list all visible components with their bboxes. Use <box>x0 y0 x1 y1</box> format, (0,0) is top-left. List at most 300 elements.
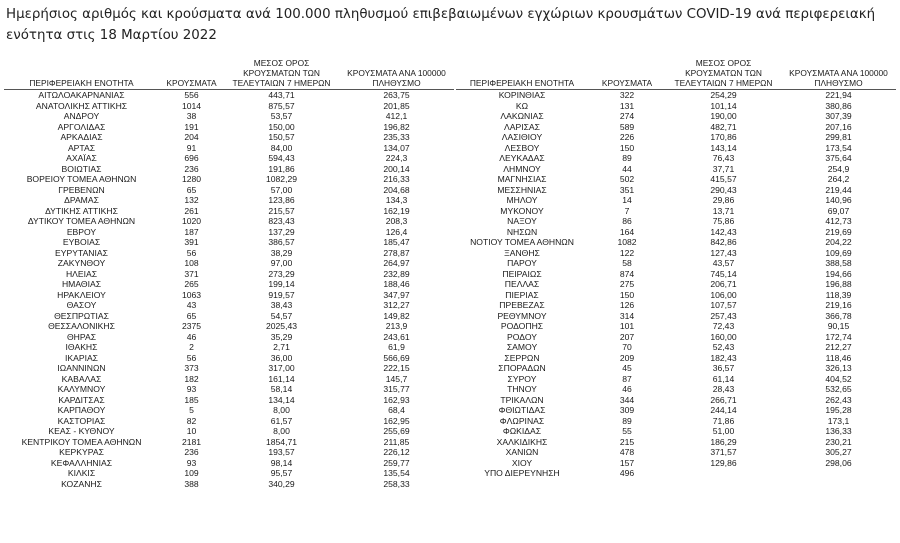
cases-per-100k-cell: 200,14 <box>383 163 410 174</box>
cases-cell: 391 <box>184 237 199 247</box>
cases-per-100k-cell: 262,43 <box>825 394 852 405</box>
cases-per-100k-cell <box>781 468 896 479</box>
region-name-cell: ΡΟΔΟΠΗΣ <box>500 321 544 331</box>
cases-cell: 157 <box>619 457 635 468</box>
cases-per-100k-cell: 134,3 <box>385 195 408 205</box>
cases-cell: 58 <box>622 258 632 268</box>
cases-per-100k-cell: 69,07 <box>827 205 850 216</box>
cases-per-100k-cell: 230,21 <box>825 436 852 447</box>
cases-per-100k-cell: 221,94 <box>825 90 852 100</box>
table-row <box>4 363 454 374</box>
cases-cell: 182 <box>184 373 199 384</box>
seven-day-average-cell: 1854,71 <box>265 436 298 447</box>
table-row <box>456 90 896 101</box>
table-row <box>456 185 896 196</box>
region-name-cell: ΠΕΙΡΑΙΩΣ <box>502 268 542 279</box>
seven-day-average-cell: 61,57 <box>270 415 293 426</box>
seven-day-average-cell: 97,00 <box>270 258 293 268</box>
cases-cell: 236 <box>184 447 199 457</box>
region-name-cell: ΑΡΚΑΔΙΑΣ <box>60 132 103 142</box>
cases-cell: 109 <box>184 468 199 478</box>
region-name-cell: ΞΑΝΘΗΣ <box>504 247 540 258</box>
region-name-cell: ΔΥΤΙΚΗΣ ΑΤΤΙΚΗΣ <box>45 205 118 216</box>
seven-day-average-cell: 160,00 <box>710 331 737 342</box>
cases-cell: 38 <box>186 111 197 121</box>
table-row <box>456 132 896 143</box>
cases-cell: 108 <box>184 258 199 268</box>
cases-cell: 187 <box>184 226 199 237</box>
seven-day-average-cell: 95,57 <box>270 468 293 478</box>
table-row <box>4 164 454 175</box>
cases-per-100k-cell: 162,19 <box>383 205 410 216</box>
table-row <box>456 206 896 217</box>
cases-per-100k-cell: 380,86 <box>825 100 852 111</box>
cases-per-100k-cell: 208,3 <box>385 216 408 226</box>
seven-day-average-cell: 143,14 <box>710 142 737 153</box>
cases-per-100k-cell: 305,27 <box>825 447 852 457</box>
cases-per-100k-cell: 222,15 <box>383 363 410 373</box>
cases-per-100k-cell: 366,78 <box>825 310 852 321</box>
seven-day-average-cell: 823,43 <box>268 216 295 226</box>
seven-day-average-cell: 54,57 <box>270 310 293 321</box>
seven-day-average-cell: 43,57 <box>712 258 735 268</box>
region-name-cell: ΚΟΡΙΝΘΙΑΣ <box>498 90 546 100</box>
cases-cell: 46 <box>186 331 197 342</box>
table-row <box>456 300 896 311</box>
cases-per-100k-cell: 566,69 <box>383 352 410 363</box>
region-name-cell: ΦΛΩΡΙΝΑΣ <box>499 415 545 426</box>
cases-per-100k-cell: 326,13 <box>825 363 852 373</box>
cases-cell: 373 <box>184 363 199 373</box>
seven-day-average-cell: 482,71 <box>710 121 737 132</box>
cases-cell: 344 <box>619 394 635 405</box>
cases-cell: 86 <box>622 216 632 226</box>
cases-cell: 502 <box>619 174 635 184</box>
table-row <box>456 384 896 395</box>
cases-cell: 589 <box>619 121 635 132</box>
table-row <box>4 479 454 490</box>
table-row <box>456 458 896 469</box>
cases-cell: 226 <box>619 132 635 142</box>
region-name-cell: ΚΕΝΤΡΙΚΟΥ ΤΟΜΕΑ ΑΘΗΝΩΝ <box>21 436 142 447</box>
cases-per-100k-cell: 90,15 <box>827 321 850 331</box>
table-row <box>4 416 454 427</box>
table-row <box>4 426 454 437</box>
cases-cell: 56 <box>186 247 197 258</box>
seven-day-average-cell: 193,57 <box>268 447 295 457</box>
seven-day-average-cell: 2,71 <box>273 342 290 352</box>
region-name-cell: ΡΕΘΥΜΝΟΥ <box>497 310 547 321</box>
region-name-cell: ΔΡΑΜΑΣ <box>64 195 99 205</box>
table-row <box>456 311 896 322</box>
region-name-cell: ΕΥΡΥΤΑΝΙΑΣ <box>55 247 108 258</box>
cases-cell: 215 <box>619 436 635 447</box>
table-row <box>4 195 454 206</box>
table-row <box>456 269 896 280</box>
cases-cell: 236 <box>184 163 199 174</box>
cases-per-100k-cell: 412,1 <box>385 111 408 121</box>
cases-per-100k-cell: 145,7 <box>385 373 408 384</box>
seven-day-average-cell: 84,00 <box>270 142 293 153</box>
region-name-cell: ΑΧΑΪΑΣ <box>66 153 97 163</box>
table-row <box>456 101 896 112</box>
cases-per-100k-cell: 264,97 <box>383 258 410 268</box>
region-name-cell: ΚΩ <box>515 100 529 111</box>
seven-day-average-cell: 186,29 <box>710 436 737 447</box>
seven-day-average-cell: 215,57 <box>268 205 295 216</box>
seven-day-average-cell: 254,29 <box>710 90 737 100</box>
table-row <box>4 395 454 406</box>
table-row <box>456 248 896 259</box>
table-row <box>456 153 896 164</box>
seven-day-average-cell: 443,71 <box>268 90 295 100</box>
seven-day-average-cell: 290,43 <box>710 184 737 195</box>
cases-table-left <box>4 58 454 489</box>
region-name-cell: ΘΗΡΑΣ <box>66 331 97 342</box>
cases-per-100k-cell: 196,88 <box>825 279 852 289</box>
cases-per-100k-cell: 118,46 <box>825 352 852 363</box>
seven-day-average-cell: 340,29 <box>268 478 295 489</box>
table-row <box>456 405 896 416</box>
seven-day-average-cell: 371,57 <box>710 447 737 457</box>
cases-per-100k-cell: 263,75 <box>383 90 410 100</box>
cases-per-100k-cell: 118,39 <box>825 289 852 300</box>
cases-cell: 478 <box>619 447 635 457</box>
cases-per-100k-cell: 134,07 <box>383 142 410 153</box>
cases-per-100k-cell: 243,61 <box>383 331 410 342</box>
cases-cell: 14 <box>622 195 632 205</box>
cases-per-100k-cell: 136,33 <box>825 426 852 436</box>
cases-cell: 1063 <box>181 289 202 300</box>
cases-cell: 82 <box>186 415 197 426</box>
table-header-row <box>4 58 454 90</box>
cases-cell: 45 <box>622 363 632 373</box>
cases-per-100k-cell: 347,97 <box>383 289 410 300</box>
cases-cell: 131 <box>619 100 635 111</box>
cases-cell: 150 <box>619 289 635 300</box>
seven-day-average-cell: 137,29 <box>268 226 295 237</box>
region-name-cell: ΚΑΛΥΜΝΟΥ <box>57 384 106 394</box>
cases-per-100k-cell: 204,22 <box>825 237 852 247</box>
table-row <box>4 153 454 164</box>
region-name-cell: ΕΒΡΟΥ <box>66 226 97 237</box>
table-row <box>4 132 454 143</box>
cases-cell: 388 <box>184 478 199 489</box>
table-row <box>4 437 454 448</box>
cases-per-100k-cell: 173,1 <box>827 415 850 426</box>
table-row <box>456 279 896 290</box>
seven-day-average-cell: 415,57 <box>710 174 737 184</box>
region-name-cell: ΜΕΣΣΗΝΙΑΣ <box>497 184 547 195</box>
cases-per-100k-cell: 532,65 <box>825 384 852 394</box>
seven-day-average-cell: 129,86 <box>710 457 737 468</box>
seven-day-average-cell: 38,29 <box>270 247 293 258</box>
cases-per-100k-cell: 172,74 <box>825 331 852 342</box>
cases-cell: 275 <box>619 279 635 289</box>
table-row <box>456 342 896 353</box>
table-row <box>4 206 454 217</box>
cases-cell: 10 <box>186 426 197 436</box>
seven-day-average-cell: 58,14 <box>270 384 293 394</box>
seven-day-average-cell: 53,57 <box>270 111 293 121</box>
cases-per-100k-cell: 135,54 <box>383 468 410 478</box>
region-name-cell: ΤΗΝΟΥ <box>507 384 537 394</box>
seven-day-average-cell <box>666 468 781 479</box>
table-row <box>4 122 454 133</box>
table-row <box>456 447 896 458</box>
table-row <box>4 468 454 479</box>
region-name-cell: ΚΕΑΣ - ΚΥΘΝΟΥ <box>48 426 115 436</box>
cases-cell: 314 <box>619 310 635 321</box>
seven-day-average-cell: 127,43 <box>710 247 737 258</box>
seven-day-average-cell: 106,00 <box>710 289 737 300</box>
region-name-cell: ΘΑΣΟΥ <box>66 300 97 310</box>
cases-cell: 132 <box>184 195 199 205</box>
seven-day-average-cell: 190,00 <box>710 111 737 121</box>
region-name-cell: ΛΑΣΙΘΙΟΥ <box>501 132 543 142</box>
seven-day-average-cell: 13,71 <box>712 205 735 216</box>
seven-day-average-cell: 170,86 <box>710 132 737 142</box>
cases-per-100k-cell: 213,9 <box>385 321 408 331</box>
cases-per-100k-cell: 412,73 <box>825 216 852 226</box>
cases-cell: 2181 <box>181 436 202 447</box>
cases-per-100k-cell: 224,3 <box>385 153 408 163</box>
cases-cell: 204 <box>184 132 199 142</box>
seven-day-average-cell: 257,43 <box>710 310 737 321</box>
cases-cell: 556 <box>184 90 199 100</box>
table-header-row <box>456 58 896 90</box>
cases-cell: 93 <box>186 457 197 468</box>
cases-cell: 1014 <box>181 100 202 111</box>
table-row <box>4 90 454 101</box>
region-name-cell: ΙΚΑΡΙΑΣ <box>64 352 98 363</box>
table-row <box>456 122 896 133</box>
cases-cell: 1020 <box>181 216 202 226</box>
seven-day-average-cell: 101,14 <box>710 100 737 111</box>
cases-cell: 265 <box>184 279 199 289</box>
seven-day-average-cell: 123,86 <box>268 195 295 205</box>
seven-day-average-cell: 75,86 <box>712 216 735 226</box>
cases-per-100k-cell: 173,54 <box>825 142 852 153</box>
cases-cell: 164 <box>619 226 635 237</box>
cases-cell: 5 <box>189 405 194 415</box>
region-name-cell: ΣΕΡΡΩΝ <box>504 352 540 363</box>
region-name-cell: ΛΑΚΩΝΙΑΣ <box>500 111 544 121</box>
region-name-cell: ΣΠΟΡΑΔΩΝ <box>498 363 546 373</box>
table-row <box>4 237 454 248</box>
column-header-cases-per-100k: ΚΡΟΥΣΜΑΤΑ ΑΝΑ 100000 ΠΛΗΘΥΣΜΟ <box>781 58 896 90</box>
column-header-cases-per-100k: ΚΡΟΥΣΜΑΤΑ ΑΝΑ 100000 ΠΛΗΘΥΣΜΟ <box>339 58 454 90</box>
cases-per-100k-cell: 61,9 <box>388 342 405 352</box>
seven-day-average-cell: 36,57 <box>712 363 735 373</box>
cases-cell: 87 <box>622 373 632 384</box>
table-row <box>4 258 454 269</box>
seven-day-average-cell: 36,00 <box>270 352 293 363</box>
region-name-cell: ΥΠΟ ΔΙΕΡΕΥΝΗΣΗ <box>484 468 560 478</box>
cases-per-100k-cell: 204,68 <box>383 184 410 195</box>
cases-cell: 89 <box>622 153 632 163</box>
region-name-cell: ΚΑΒΑΛΑΣ <box>61 373 102 384</box>
seven-day-average-cell: 38,43 <box>270 300 293 310</box>
cases-per-100k-cell: 219,69 <box>825 226 852 237</box>
cases-per-100k-cell: 307,39 <box>825 111 852 121</box>
cases-per-100k-cell: 196,82 <box>383 121 410 132</box>
cases-per-100k-cell: 235,33 <box>383 132 410 142</box>
region-name-cell: ΚΑΣΤΟΡΙΑΣ <box>57 415 106 426</box>
cases-cell: 209 <box>619 352 635 363</box>
cases-cell: 874 <box>619 268 635 279</box>
table-row <box>456 216 896 227</box>
seven-day-average-cell: 842,86 <box>710 237 737 247</box>
table-row <box>456 426 896 437</box>
cases-per-100k-cell: 264,2 <box>827 174 850 184</box>
table-row <box>4 101 454 112</box>
seven-day-average-cell: 28,43 <box>712 384 735 394</box>
region-name-cell: ΠΕΛΛΑΣ <box>504 279 540 289</box>
table-row <box>456 290 896 301</box>
seven-day-average-cell: 745,14 <box>710 268 737 279</box>
cases-per-100k-cell: 255,69 <box>383 426 410 436</box>
table-row <box>4 227 454 238</box>
column-header-region: ΠΕΡΙΦΕΡΕΙΑΚΗ ΕΝΟΤΗΤΑ <box>4 58 159 90</box>
table-row <box>4 311 454 322</box>
region-name-cell: ΦΘΙΩΤΙΔΑΣ <box>498 405 546 415</box>
table-row <box>456 237 896 248</box>
table-row <box>456 416 896 427</box>
table-row <box>4 447 454 458</box>
seven-day-average-cell: 134,14 <box>268 394 295 405</box>
region-name-cell: ΑΡΤΑΣ <box>67 142 96 153</box>
cases-per-100k-cell: 232,89 <box>383 268 410 279</box>
column-header-region: ΠΕΡΙΦΕΡΕΙΑΚΗ ΕΝΟΤΗΤΑ <box>456 58 588 90</box>
cases-per-100k-cell: 299,81 <box>825 132 852 142</box>
cases-per-100k-cell: 188,46 <box>383 279 410 289</box>
seven-day-average-cell: 35,29 <box>270 331 293 342</box>
seven-day-average-cell: 199,14 <box>268 279 295 289</box>
region-name-cell: ΓΡΕΒΕΝΩΝ <box>58 184 105 195</box>
cases-cell: 351 <box>619 184 635 195</box>
cases-cell: 2375 <box>181 321 202 331</box>
region-name-cell: ΑΝΑΤΟΛΙΚΗΣ ΑΤΤΙΚΗΣ <box>35 100 128 111</box>
region-name-cell: ΙΩΑΝΝΙΝΩΝ <box>57 363 106 373</box>
table-row <box>4 405 454 416</box>
seven-day-average-cell: 1082,29 <box>265 174 298 184</box>
table-row <box>456 353 896 364</box>
region-name-cell: ΗΜΑΘΙΑΣ <box>61 279 102 289</box>
region-name-cell: ΗΛΕΙΑΣ <box>65 268 98 279</box>
cases-cell: 696 <box>184 153 199 163</box>
cases-cell: 70 <box>622 342 632 352</box>
cases-cell: 44 <box>622 163 632 174</box>
table-row <box>4 332 454 343</box>
cases-cell: 126 <box>619 300 635 310</box>
table-row <box>4 143 454 154</box>
seven-day-average-cell: 594,43 <box>268 153 295 163</box>
cases-per-100k-cell: 312,27 <box>383 300 410 310</box>
seven-day-average-cell: 150,57 <box>268 132 295 142</box>
table-row <box>4 353 454 364</box>
cases-per-100k-cell: 126,4 <box>385 226 408 237</box>
cases-cell: 7 <box>624 205 630 216</box>
region-name-cell: ΜΗΛΟΥ <box>506 195 538 205</box>
region-name-cell: ΡΟΔΟΥ <box>507 331 537 342</box>
table-row <box>4 384 454 395</box>
table-row <box>4 174 454 185</box>
region-name-cell: ΠΑΡΟΥ <box>507 258 537 268</box>
cases-cell: 55 <box>622 426 632 436</box>
cases-per-100k-cell: 185,47 <box>383 237 410 247</box>
cases-per-100k-cell: 254,9 <box>827 163 850 174</box>
table-row <box>456 111 896 122</box>
cases-cell: 150 <box>619 142 635 153</box>
cases-cell: 56 <box>186 352 197 363</box>
cases-per-100k-cell: 207,16 <box>825 121 852 132</box>
cases-per-100k-cell: 149,82 <box>383 310 410 321</box>
table-row <box>456 195 896 206</box>
cases-cell: 65 <box>186 310 197 321</box>
region-name-cell: ΝΟΤΙΟΥ ΤΟΜΕΑ ΑΘΗΝΩΝ <box>470 237 574 247</box>
cases-per-100k-cell: 259,77 <box>383 457 410 468</box>
seven-day-average-cell: 2025,43 <box>265 321 298 331</box>
region-name-cell: ΚΕΦΑΛΛΗΝΙΑΣ <box>50 457 113 468</box>
table-row <box>4 374 454 385</box>
table-row <box>456 374 896 385</box>
region-name-cell: ΤΡΙΚΑΛΩΝ <box>500 394 544 405</box>
seven-day-average-cell: 206,71 <box>710 279 737 289</box>
seven-day-average-cell: 76,43 <box>712 153 735 163</box>
cases-per-100k-cell: 298,06 <box>825 457 852 468</box>
cases-cell: 371 <box>184 268 199 279</box>
region-name-cell: ΠΙΕΡΙΑΣ <box>505 289 539 300</box>
cases-per-100k-cell: 375,64 <box>825 153 852 163</box>
region-name-cell: ΙΘΑΚΗΣ <box>65 342 98 352</box>
cases-cell: 1082 <box>617 237 637 247</box>
cases-cell: 122 <box>619 247 635 258</box>
region-name-cell: ΚΕΡΚΥΡΑΣ <box>59 447 104 457</box>
seven-day-average-cell: 142,43 <box>710 226 737 237</box>
cases-cell: 65 <box>186 184 197 195</box>
seven-day-average-cell: 72,43 <box>712 321 735 331</box>
region-name-cell: ΝΗΣΩΝ <box>506 226 538 237</box>
seven-day-average-cell: 875,57 <box>268 100 295 111</box>
cases-cell: 185 <box>184 394 199 405</box>
region-name-cell: ΑΡΓΟΛΙΔΑΣ <box>57 121 106 132</box>
region-name-cell: ΝΑΞΟΥ <box>507 216 537 226</box>
cases-per-100k-cell: 162,93 <box>383 394 410 405</box>
seven-day-average-cell: 266,71 <box>710 394 737 405</box>
region-name-cell: ΜΥΚΟΝΟΥ <box>500 205 544 216</box>
table-row <box>4 342 454 353</box>
column-header-cases: ΚΡΟΥΣΜΑΤΑ <box>159 58 224 90</box>
table-row <box>456 143 896 154</box>
seven-day-average-cell: 8,00 <box>273 405 290 415</box>
seven-day-average-cell: 57,00 <box>270 184 293 195</box>
region-name-cell: ΜΑΓΝΗΣΙΑΣ <box>497 174 547 184</box>
cases-per-100k-cell: 195,28 <box>825 405 852 415</box>
cases-cell: 1280 <box>181 174 202 184</box>
region-name-cell: ΧΑΝΙΩΝ <box>505 447 539 457</box>
seven-day-average-cell: 150,00 <box>268 121 295 132</box>
table-row <box>456 321 896 332</box>
cases-per-100k-cell: 212,27 <box>825 342 852 352</box>
table-row <box>456 468 896 479</box>
cases-per-100k-cell: 140,96 <box>825 195 852 205</box>
cases-cell: 496 <box>619 468 635 478</box>
table-row <box>4 321 454 332</box>
cases-per-100k-cell: 211,85 <box>383 436 410 447</box>
seven-day-average-cell: 244,14 <box>710 405 737 415</box>
cases-per-100k-cell: 201,85 <box>383 100 410 111</box>
